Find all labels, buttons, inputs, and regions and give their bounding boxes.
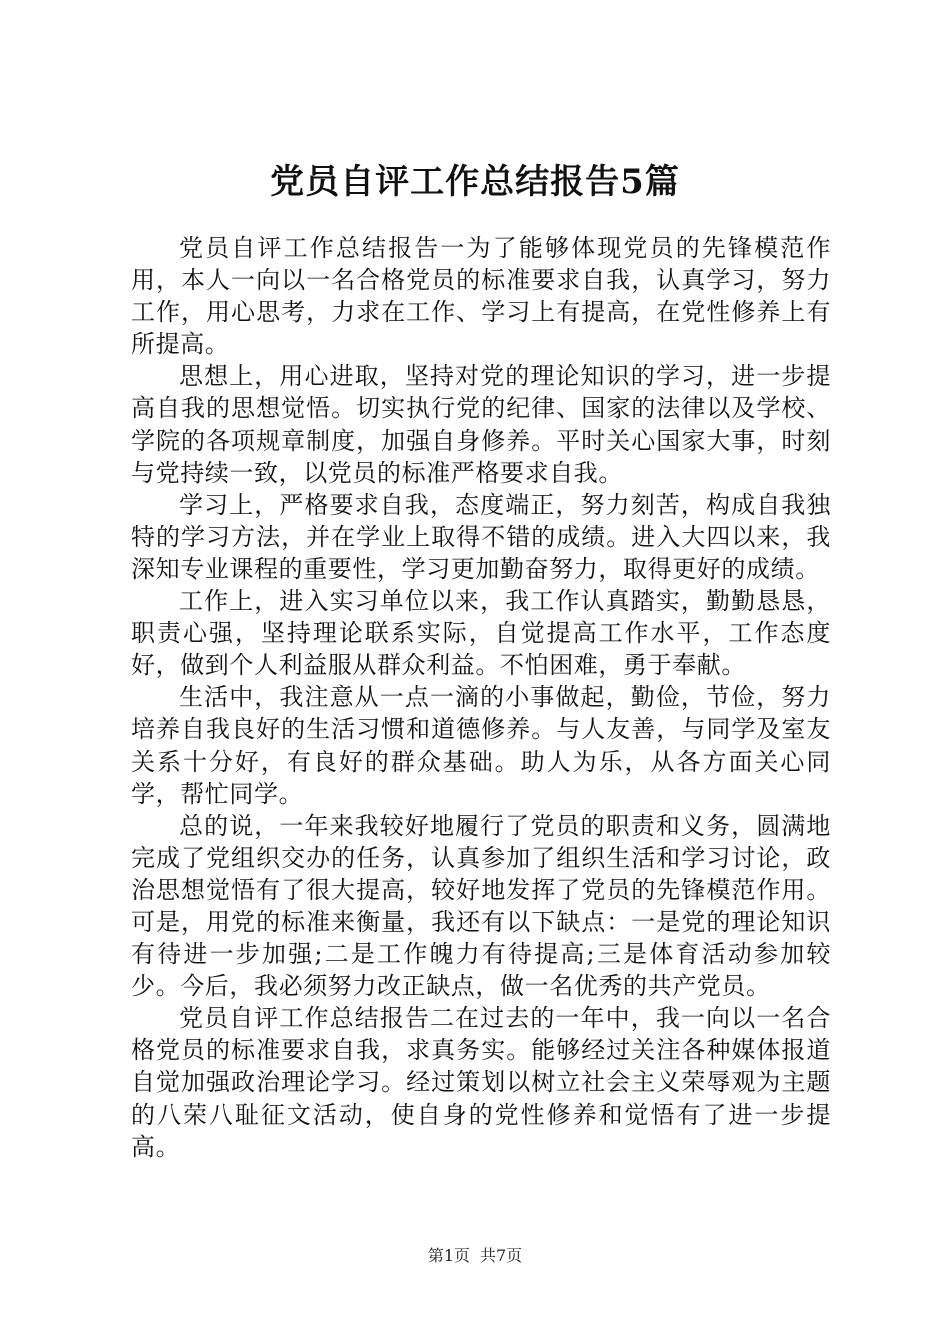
page-total: 共7页 (480, 1246, 523, 1265)
page-number: 第1页 (427, 1246, 470, 1265)
paragraph: 生活中，我注意从一点一滴的小事做起，勤俭，节俭，努力培养自我良好的生活习惯和道德修养。与人友善，与同学及室友关系十分好，有良好的群众基础。助人为乐，从各方面关心同学，帮忙同学。 (131, 683, 831, 808)
page-footer (0, 1244, 950, 1268)
document-body (131, 232, 831, 1163)
paragraph: 学习上，严格要求自我，态度端正，努力刻苦，构成自我独特的学习方法，并在学业上取得不错的成绩。进入大四以来，我深知专业课程的重要性，学习更加勤奋努力，取得更好的成绩。 (131, 490, 831, 583)
paragraph: 党员自评工作总结报告二在过去的一年中，我一向以一名合格党员的标准要求自我，求真务实。能够经过关注各种媒体报道自觉加强政治理论学习。经过策划以树立社会主义荣辱观为主题的八荣八耻征文活动，使自身的党性修养和觉悟有了进一步提高。 (131, 1004, 831, 1161)
paragraph: 党员自评工作总结报告一为了能够体现党员的先锋模范作用，本人一向以一名合格党员的标准要求自我，认真学习，努力工作，用心思考，力求在工作、学习上有提高，在党性修养上有所提高。 (131, 234, 831, 359)
paragraph: 总的说，一年来我较好地履行了党员的职责和义务，圆满地完成了党组织交办的任务，认真参加了组织生活和学习讨论，政治思想觉悟有了很大提高，较好地发挥了党员的先锋模范作用。可是，用党的标准来衡量，我还有以下缺点：一是党的理论知识有待进一步加强;二是工作魄力有待提高;三是体育活动参加较少。今后，我必须努力改正缺点，做一名优秀的共产党员。 (131, 811, 831, 1001)
paragraph: 思想上，用心进取，坚持对党的理论知识的学习，进一步提高自我的思想觉悟。切实执行党的纪律、国家的法律以及学校、学院的各项规章制度，加强自身修养。平时关心国家大事，时刻与党持续一致，以党员的标准严格要求自我。 (131, 362, 831, 487)
document-title: 党员自评工作总结报告5篇 (270, 162, 680, 202)
paragraph: 工作上，进入实习单位以来，我工作认真踏实，勤勤恳恳，职责心强，坚持理论联系实际，自觉提高工作水平，工作态度好，做到个人利益服从群众利益。不怕困难，勇于奉献。 (131, 587, 831, 680)
